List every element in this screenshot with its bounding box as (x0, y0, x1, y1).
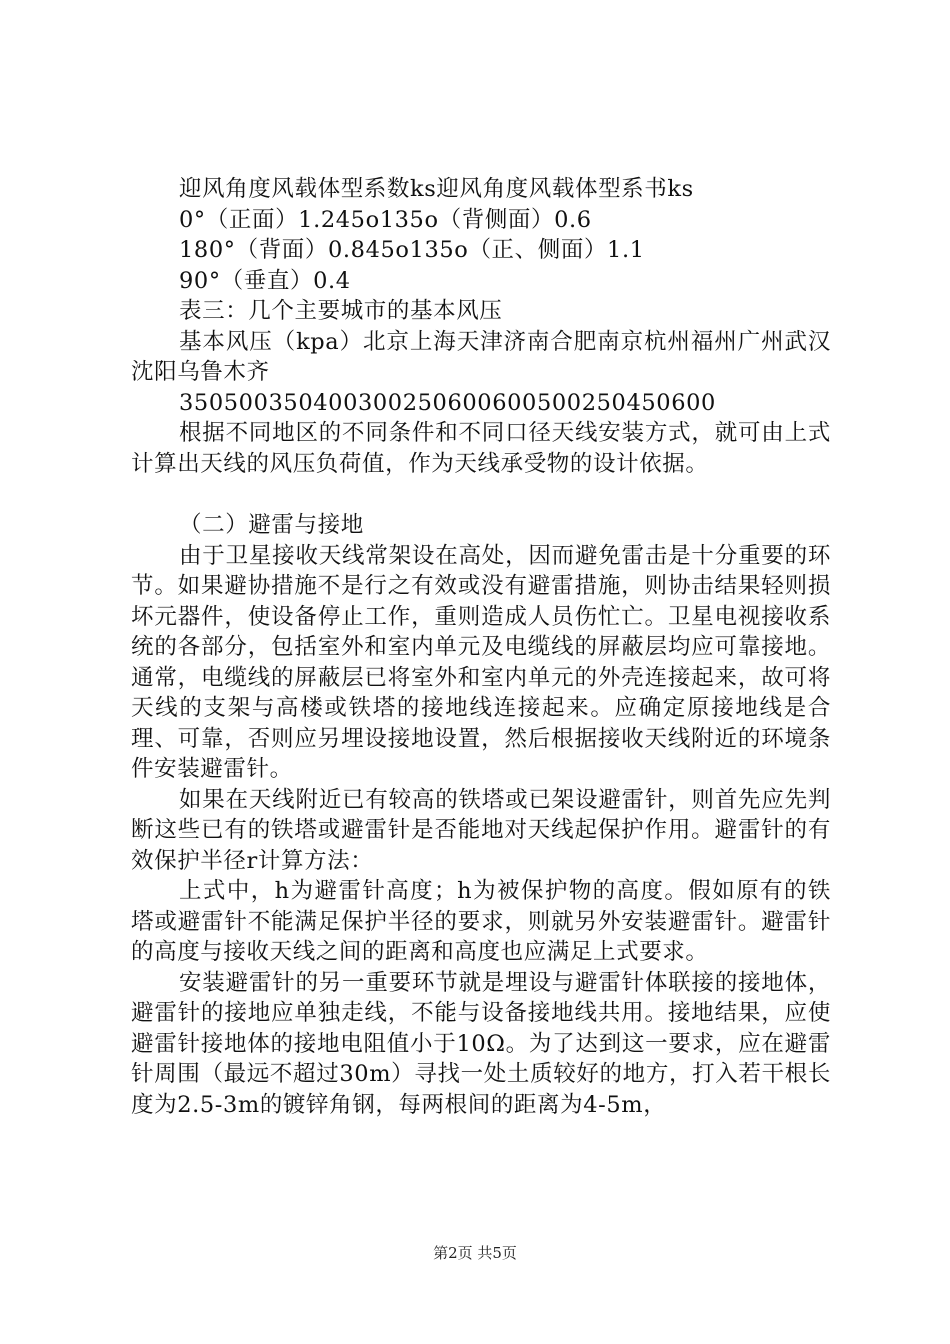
body-paragraph: 根据不同地区的不同条件和不同口径天线安装方式，就可由上式计算出天线的风压负荷值，作为天线承受物的设计依据。 (131, 420, 831, 477)
table-two-header-line: 迎风角度风载体型系数ks迎风角度风载体型系书ks (179, 176, 694, 202)
table-three-values: 350500350400300250600600500250450600 (179, 389, 716, 416)
table-two-row: 90°（垂直）0.4 (179, 267, 351, 294)
table-two-row: 0°（正面）1.245o135o（背侧面）0.6 (179, 206, 592, 233)
body-paragraph: 如果在天线附近已有较高的铁塔或已架设避雷针，则首先应先判断这些已有的铁塔或避雷针是否能地对天线起保护作用。避雷针的有效保护半径r计算方法： (131, 786, 831, 874)
body-paragraph: 由于卫星接收天线常架设在高处，因而避免雷击是十分重要的环节。如果避协措施不是行之有效或没有避雷措施，则协击结果轻则损坏元器件，使设备停止工作，重则造成人员伤忙亡。卫星电视接收系统的各部分，包括室外和室内单元及电缆线的屏蔽层均应可靠接地。通常，电缆线的屏蔽层已将室外和室内单元的外壳连接起来，故可将天线的支架与高楼或铁塔的接地线连接起来。应确定原接地线是合理、可靠，否则应另埋设接地设置，然后根据接收天线附近的环境条件安装避雷针。 (131, 542, 831, 782)
section-heading: （二）避雷与接地 (179, 512, 364, 538)
body-paragraph: 上式中，h为避雷针高度；h为被保护物的高度。假如原有的铁塔或避雷针不能满足保护半径的要求，则就另外安装避雷针。避雷针的高度与接收天线之间的距离和高度也应满足上式要求。 (131, 878, 831, 965)
page-footer (0, 1243, 950, 1263)
document-body (131, 174, 831, 1120)
table-two-row: 180°（背面）0.845o135o（正、侧面）1.1 (179, 237, 645, 263)
table-three-header: 基本风压（kpa）北京上海天津济南合肥南京杭州福州广州武汉沈阳乌鲁木齐 (131, 328, 831, 385)
body-paragraph: 安装避雷针的另一重要环节就是埋设与避雷针体联接的接地体，避雷针的接地应单独走线，不能与设备接地线共用。接地结果，应使避雷针接地体的接地电阻值小于10Ω。为了达到这一要求，应在避雷针周围（最远不超过30m）寻找一处土质较好的地方，打入若干根长度为2.5-3m的镀锌角钢，每两根间的距离为4-5m， (131, 969, 831, 1118)
page-indicator: 第2页 共5页 (433, 1244, 517, 1262)
table-three-caption: 表三：几个主要城市的基本风压 (179, 298, 503, 324)
